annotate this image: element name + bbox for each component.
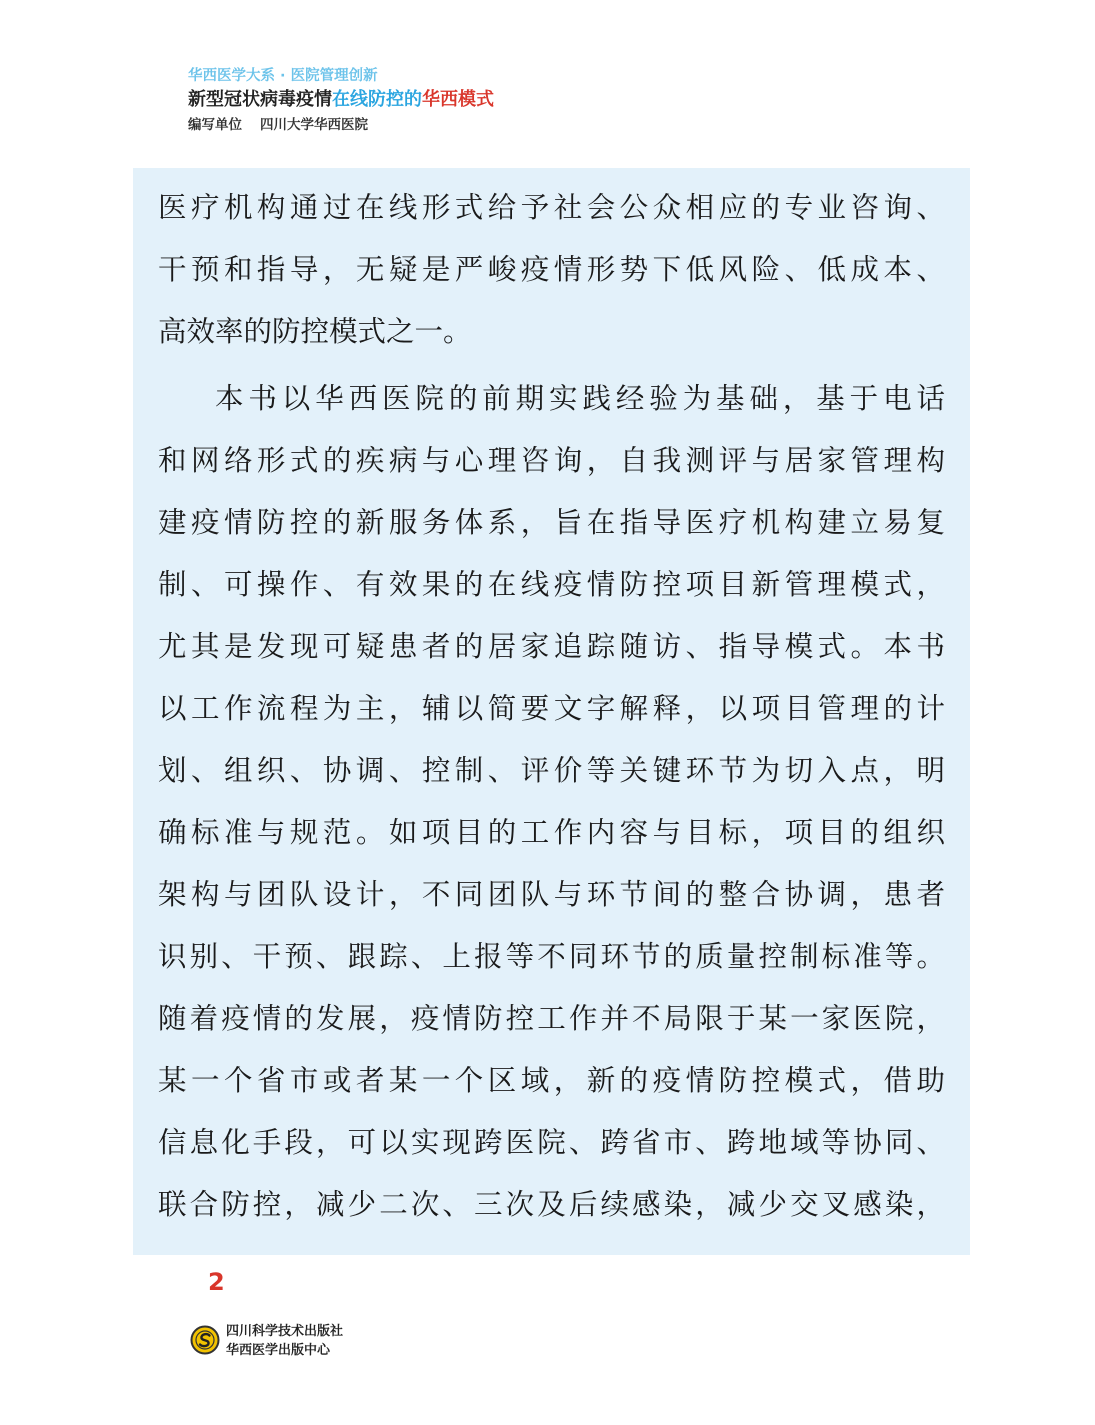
series-title: 华西医学大系 · 医院管理创新: [188, 68, 378, 84]
book-title-part-1: 新型冠状病毒疫情: [188, 89, 332, 110]
editor-line: [188, 115, 494, 135]
body-line: 联合防控，减少二次、三次及后续感染，减少交叉感染，: [158, 1188, 945, 1221]
body-line: 划、组织、协调、控制、评价等关键环节为切入点，明: [158, 754, 945, 787]
publisher-names: [226, 1322, 343, 1360]
body-line: 信息化手段，可以实现跨医院、跨省市、跨地域等协同、: [158, 1126, 945, 1159]
body-line: 制、可操作、有效果的在线疫情防控项目新管理模式，: [158, 568, 945, 601]
body-line: 高效率的防控模式之一。: [158, 315, 472, 348]
editor-name: 四川大学华西医院: [260, 117, 368, 133]
body-line: 以工作流程为主，辅以简要文字解释，以项目管理的计: [158, 692, 945, 725]
body-line: 尤其是发现可疑患者的居家追踪随访、指导模式。本书: [158, 630, 945, 663]
body-line: 识别、干预、跟踪、上报等不同环节的质量控制标准等。: [158, 940, 945, 973]
body-line: 医疗机构通过在线形式给予社会公众相应的专业咨询、: [158, 191, 945, 224]
editor-label: 编写单位: [188, 117, 242, 133]
body-line: 干预和指导，无疑是严峻疫情形势下低风险、低成本、: [158, 253, 945, 286]
book-title-part-3: 华西模式: [422, 89, 494, 110]
publisher-name-2: 华西医学出版中心: [226, 1343, 331, 1358]
body-line: 和网络形式的疾病与心理咨询，自我测评与居家管理构: [158, 444, 945, 477]
body-line: 确标准与规范。如项目的工作内容与目标，项目的组织: [158, 816, 945, 849]
body-line: 本书以华西医院的前期实践经验为基础，基于电话: [215, 382, 945, 415]
book-title: [188, 87, 494, 113]
body-line: 某一个省市或者某一个区域，新的疫情防控模式，借助: [158, 1064, 945, 1097]
body-line: 架构与团队设计，不同团队与环节间的整合协调，患者: [158, 878, 945, 911]
publisher-name-1: 四川科学技术出版社: [226, 1324, 344, 1339]
page-number: 2: [208, 1268, 225, 1296]
publisher-logo-icon: [190, 1325, 220, 1355]
body-text-panel: [133, 168, 970, 1255]
running-header: [188, 66, 494, 135]
book-title-part-2: 在线防控的: [332, 89, 422, 110]
body-line: 建疫情防控的新服务体系，旨在指导医疗机构建立易复: [158, 506, 945, 539]
body-line: 随着疫情的发展，疫情防控工作并不局限于某一家医院，: [158, 1002, 945, 1035]
